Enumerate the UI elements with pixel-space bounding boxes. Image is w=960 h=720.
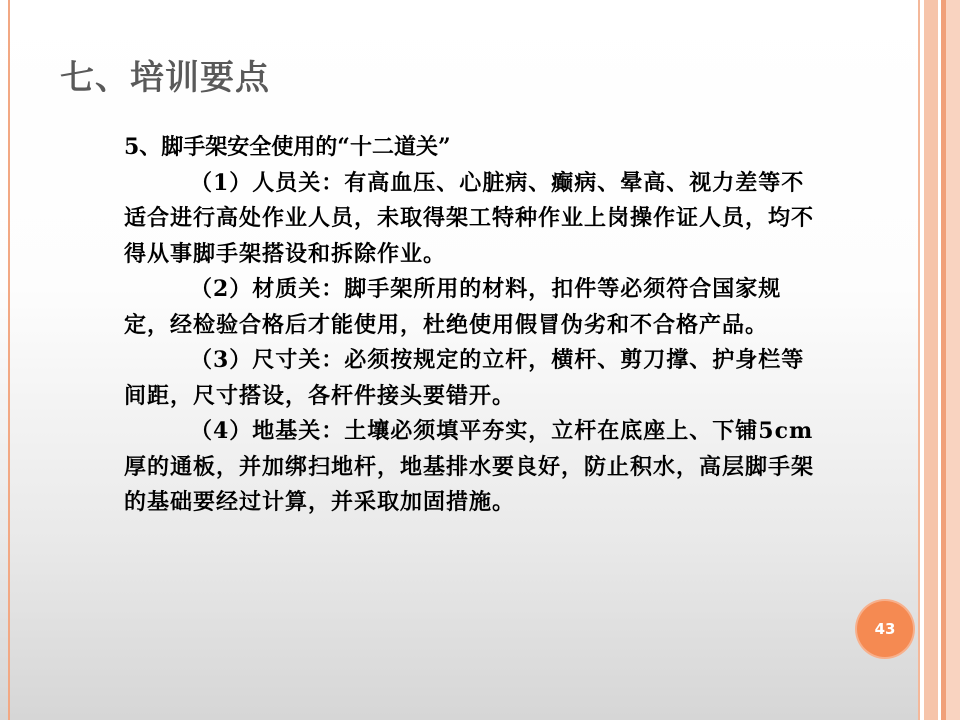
section-subtitle: 5、脚手架安全使用的“十二道关” (124, 134, 451, 160)
paragraph-personnel: （1）人员关：有高血压、心脏病、癫病、晕高、视力差等不适合进行高处作业人员，未取得架工特种作业上岗操作证人员，均不得从事脚手架搭设和拆除作业。 (124, 169, 815, 267)
slide-body (124, 130, 824, 521)
paragraph-dimension: （3）尺寸关：必须按规定的立杆，横杆、剪刀撑、护身栏等间距，尺寸搭设，各杆件接头要错开。 (124, 347, 805, 409)
right-decorative-stripes (918, 0, 960, 720)
page-number-badge: 43 (857, 601, 913, 657)
paragraph-material: （2）材质关：脚手架所用的材料，扣件等必须符合国家规定，经检验合格后才能使用，杜绝使用假冒伪劣和不合格产品。 (124, 276, 782, 338)
slide-title: 七、培训要点 (60, 58, 270, 98)
left-border-line (8, 0, 10, 720)
paragraph-foundation: （4）地基关：土壤必须填平夯实，立杆在底座上、下铺5cm厚的通板，并加绑扫地杆，地基排水要良好，防止积水，高层脚手架的基础要经过计算，并采取加固措施。 (124, 418, 815, 515)
